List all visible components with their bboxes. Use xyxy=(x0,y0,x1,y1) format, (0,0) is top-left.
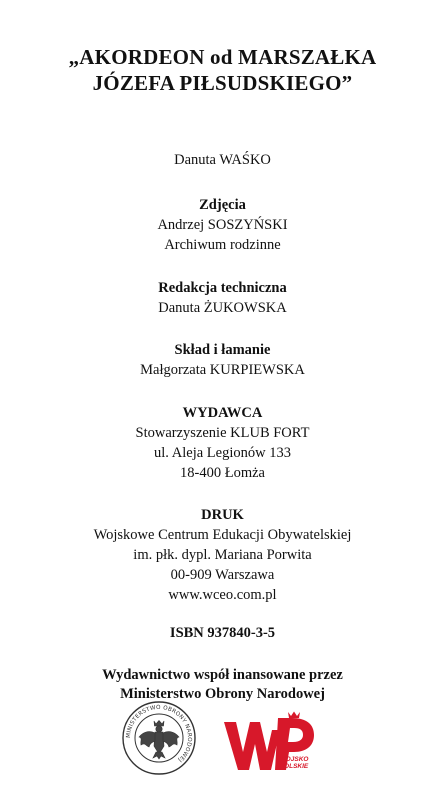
cofinance-line-1: Wydawnictwo współ inansowane przez xyxy=(102,667,343,683)
book-title-line-2: JÓZEFA PIŁSUDSKIEGO” xyxy=(92,71,353,95)
eagle-seal-icon xyxy=(121,700,197,776)
print-website: www.wceo.com.pl xyxy=(168,587,277,603)
cofinance-line-2: Ministerstwo Obrony Narodowej xyxy=(120,686,325,702)
typesetting-heading: Skład i łamanie xyxy=(174,342,271,358)
book-title-line-1: „AKORDEON od MARSZAŁKA xyxy=(68,45,377,69)
publisher-name: Stowarzyszenie KLUB FORT xyxy=(135,425,310,441)
tech-editing-heading: Redakcja techniczna xyxy=(158,280,287,296)
print-heading: DRUK xyxy=(201,507,244,523)
wojsko-text: WOJSKO xyxy=(279,756,309,763)
photos-credit-2: Archiwum rodzinne xyxy=(164,237,281,253)
isbn: ISBN 937840-3-5 xyxy=(169,625,276,641)
sponsor-logos xyxy=(0,700,445,780)
typesetting-name: Małgorzata KURPIEWSKA xyxy=(140,362,305,378)
polskie-text: POLSKIE xyxy=(279,763,309,770)
photos-heading: Zdjęcia xyxy=(199,197,246,213)
tech-editing-name: Danuta ŻUKOWSKA xyxy=(158,300,287,316)
book-title xyxy=(0,44,445,96)
author-name: Danuta WAŚKO xyxy=(174,152,271,168)
print-line-1: Wojskowe Centrum Edukacji Obywatelskiej xyxy=(93,527,352,543)
publisher-heading: WYDAWCA xyxy=(182,405,263,421)
eagle-icon xyxy=(139,721,179,760)
wojsko-polskie-logo-icon xyxy=(222,708,318,778)
photos-credit-1: Andrzej SOSZYŃSKI xyxy=(157,217,288,233)
print-line-2: im. płk. dypl. Mariana Porwita xyxy=(133,547,312,563)
publisher-street: ul. Aleja Legionów 133 xyxy=(154,445,291,461)
publisher-city: 18-400 Łomża xyxy=(180,465,265,481)
print-line-3: 00-909 Warszawa xyxy=(170,567,275,583)
seal-ring-text: MINISTERSTWO OBRONY NARODOWEJ xyxy=(125,704,193,763)
